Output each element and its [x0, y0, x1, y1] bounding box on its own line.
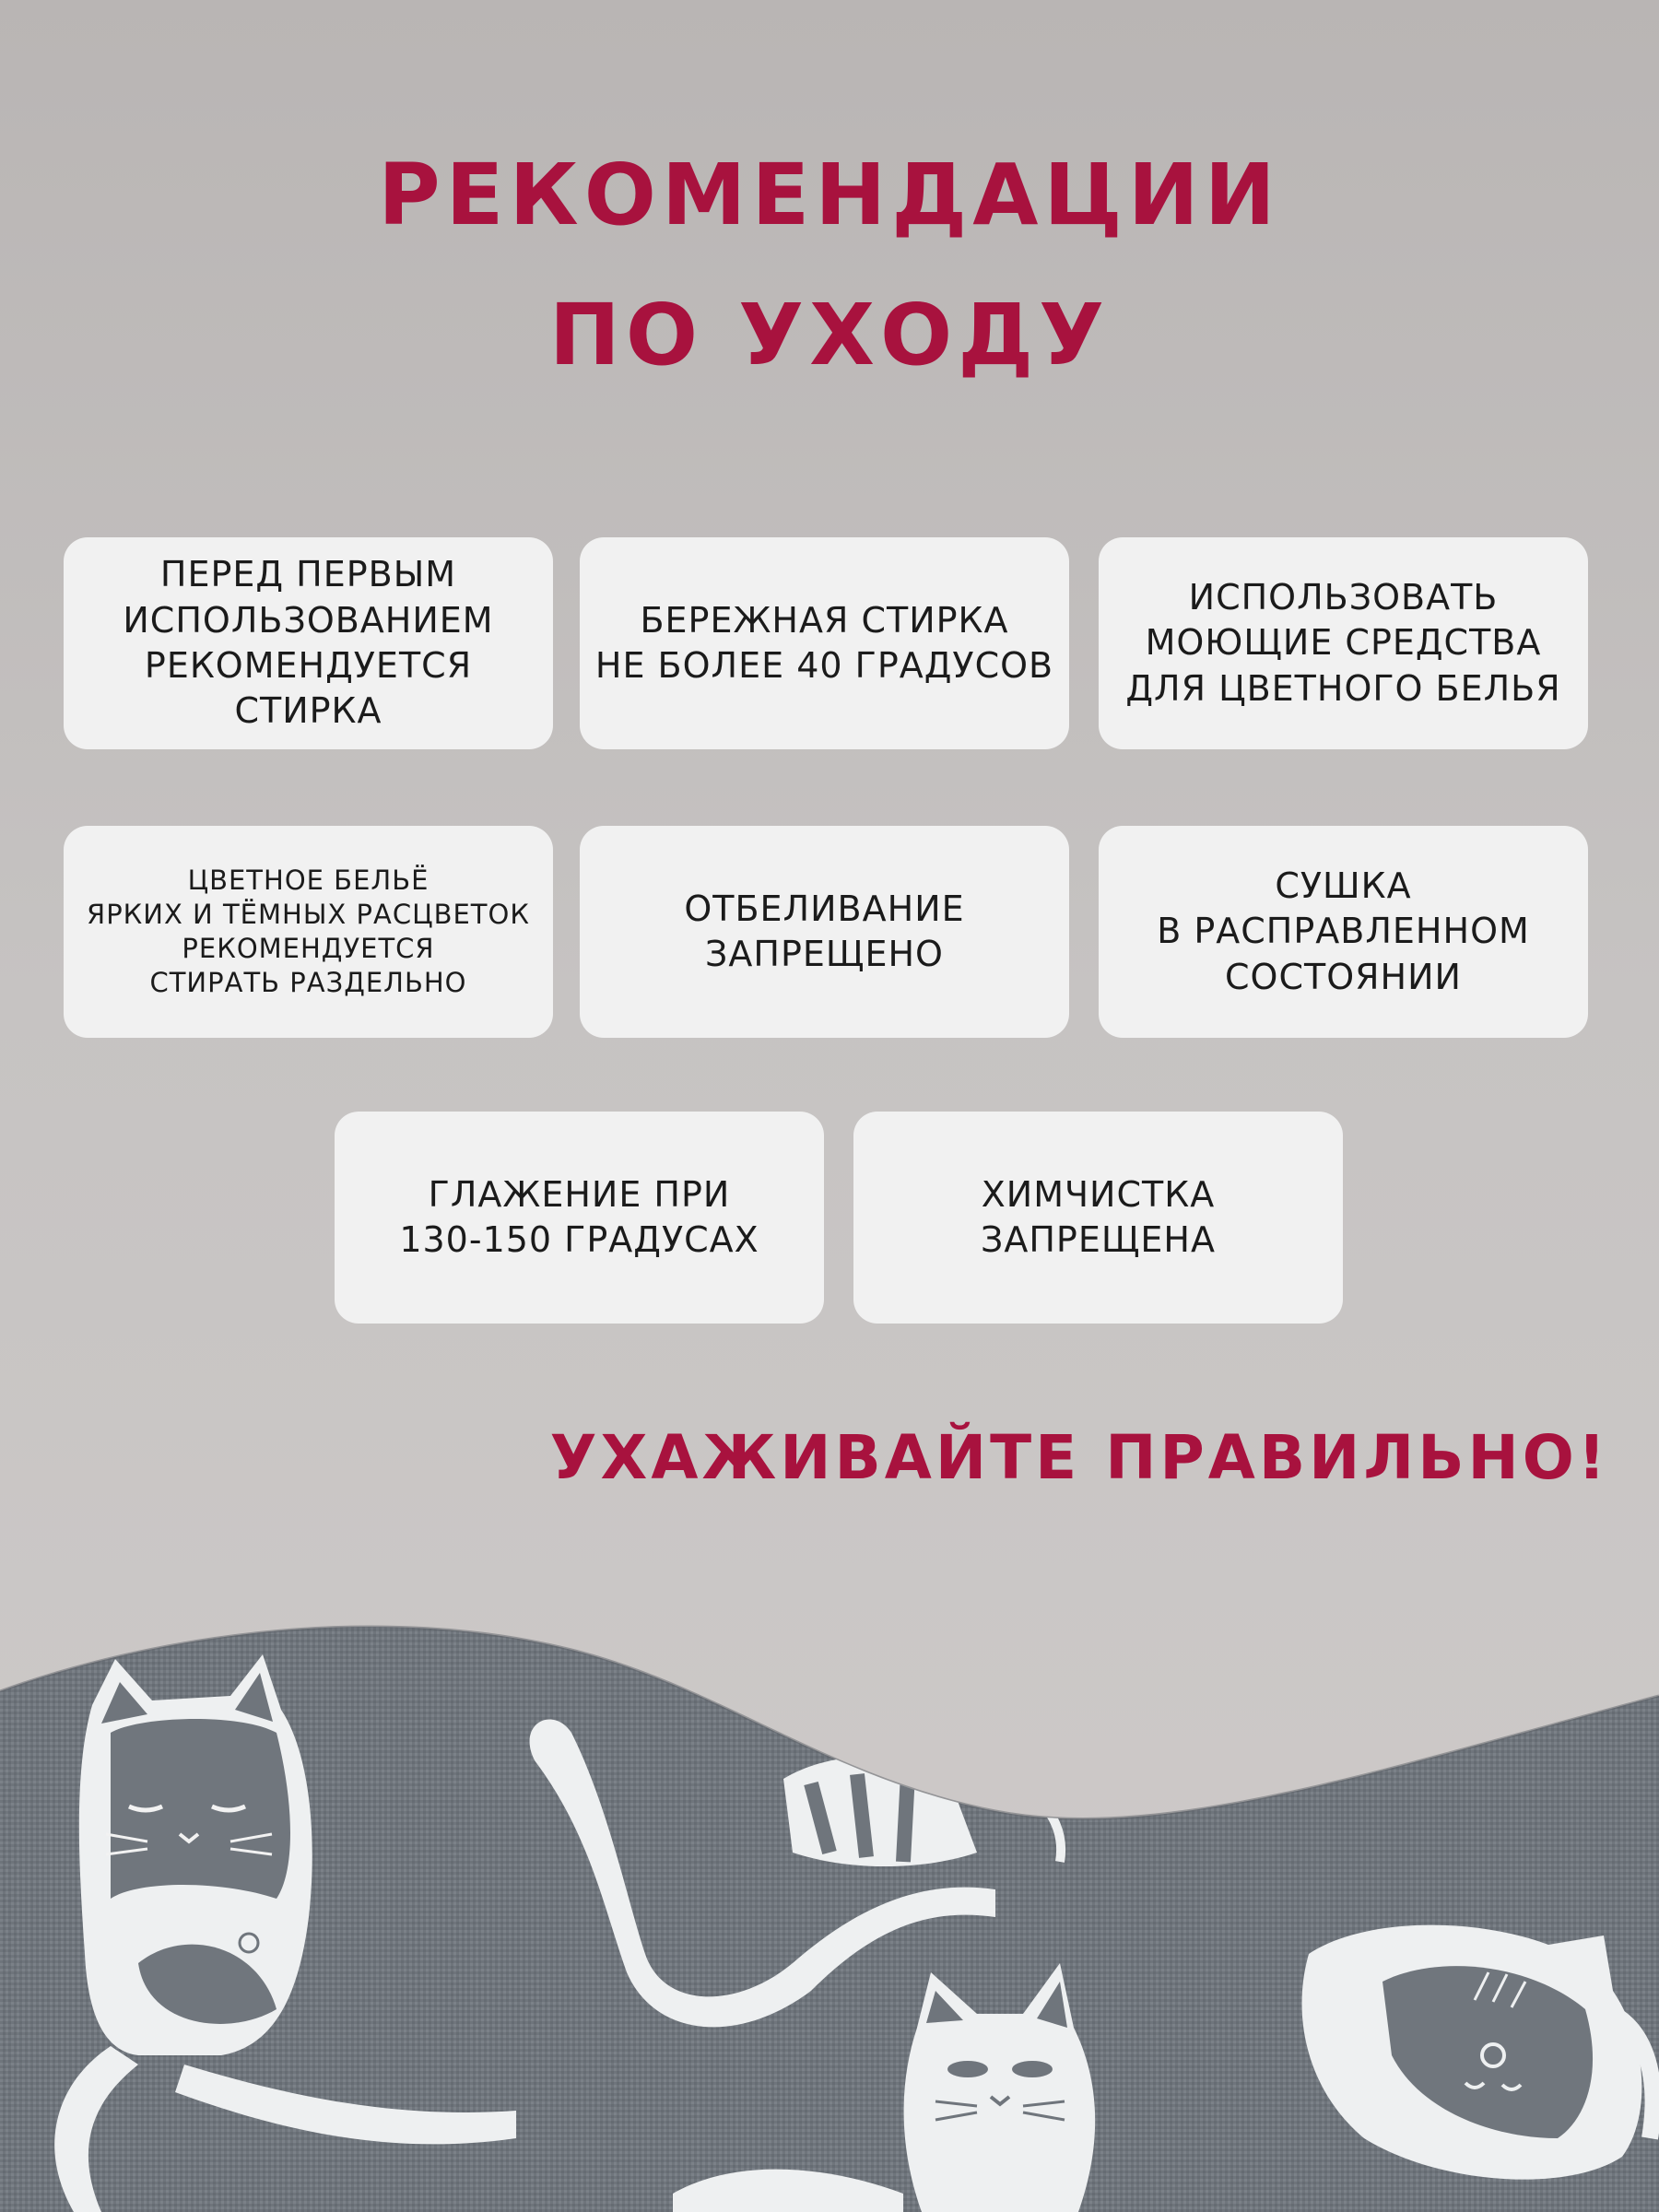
page-title-line2: ПО УХОДУ [548, 286, 1111, 384]
page-title-line1: РЕКОМЕНДАЦИИ [378, 146, 1281, 244]
care-card-text: ИСПОЛЬЗОВАТЬ МОЮЩИЕ СРЕДСТВА ДЛЯ ЦВЕТНОГО БЕЛЬЯ [1125, 576, 1561, 709]
care-card-text: СУШКА В РАСПРАВЛЕННОМ СОСТОЯНИИ [1157, 865, 1530, 997]
care-card-text: ОТБЕЛИВАНИЕ ЗАПРЕЩЕНО [684, 888, 965, 974]
care-card-text: ГЛАЖЕНИЕ ПРИ 130-150 ГРАДУСАХ [399, 1173, 759, 1260]
care-card-text: ЦВЕТНОЕ БЕЛЬЁ ЯРКИХ И ТЁМНЫХ РАСЦВЕТОК РЕКОМЕНДУЕТСЯ СТИРАТЬ РАЗДЕЛЬНО [87, 864, 530, 999]
slogan: УХАЖИВАЙТЕ ПРАВИЛЬНО! [549, 1422, 1609, 1493]
care-card-text: ПЕРЕД ПЕРВЫМ ИСПОЛЬЗОВАНИЕМ РЕКОМЕНДУЕТСЯ СТИРКА [123, 554, 494, 732]
care-card-text: БЕРЕЖНАЯ СТИРКА НЕ БОЛЕЕ 40 ГРАДУСОВ [594, 599, 1054, 686]
care-card-text: ХИМЧИСТКА ЗАПРЕЩЕНА [981, 1173, 1216, 1260]
